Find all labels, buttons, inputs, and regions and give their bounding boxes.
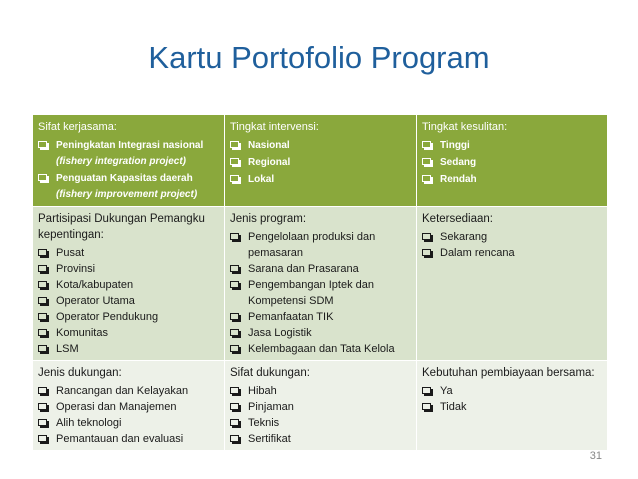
table-cell: [225, 115, 417, 207]
list-item: [38, 341, 220, 357]
list-item-label: Operator Pendukung: [56, 311, 159, 323]
list-item-label: Pemantauan dan evaluasi: [56, 433, 184, 445]
list-item: [38, 245, 220, 261]
list-item: [230, 154, 412, 171]
list-item: [230, 383, 412, 399]
table-cell: [33, 361, 225, 451]
checkbox-icon: [38, 403, 47, 410]
list-item-label: Sekarang: [440, 231, 488, 243]
list-item-label: Alih teknologi: [56, 417, 122, 429]
checkbox-icon: [38, 329, 47, 336]
cell-heading: Jenis dukungan:: [38, 367, 122, 379]
checkbox-list: [422, 229, 603, 261]
list-item: [38, 431, 220, 447]
checkbox-icon: [230, 265, 239, 272]
list-item-label: Operasi dan Manajemen: [56, 401, 177, 413]
list-item: [38, 399, 220, 415]
list-item-continuation: Kompetensi SDM: [248, 295, 334, 307]
checkbox-icon: [230, 158, 239, 165]
list-item: [230, 431, 412, 447]
list-item-label: Pengelolaan produksi dan: [248, 231, 376, 243]
checkbox-icon: [230, 403, 239, 410]
list-item-label: Pusat: [56, 247, 85, 259]
list-item: [230, 229, 412, 245]
list-item: [422, 383, 603, 399]
portfolio-table: [32, 114, 608, 451]
checkbox-list: [422, 383, 603, 415]
list-item-label: Provinsi: [56, 263, 96, 275]
list-item-label: Kota/kabupaten: [56, 279, 134, 291]
page-number: 31: [589, 450, 602, 462]
list-item: [38, 170, 220, 187]
checkbox-icon: [38, 387, 47, 394]
list-item: [38, 383, 220, 399]
checkbox-icon: [230, 281, 239, 288]
checkbox-icon: [230, 233, 239, 240]
list-item: [422, 229, 603, 245]
list-item: [230, 341, 412, 357]
list-item: [230, 399, 412, 415]
list-item: [38, 293, 220, 309]
table-row: [33, 361, 608, 451]
list-item: [422, 171, 603, 188]
table-cell: [417, 207, 608, 361]
checkbox-icon: [38, 435, 47, 442]
list-item: [38, 415, 220, 431]
table-cell: [417, 115, 608, 207]
list-item-label: Lokal: [248, 174, 275, 185]
list-item-label: Pinjaman: [248, 401, 294, 413]
list-item-label: Sarana dan Prasarana: [248, 263, 359, 275]
list-item: [230, 171, 412, 188]
list-item: [38, 137, 220, 154]
list-item: [38, 277, 220, 293]
checkbox-icon: [422, 175, 431, 182]
list-item: [38, 261, 220, 277]
list-item-label: Sedang: [440, 157, 477, 168]
checkbox-icon: [38, 419, 47, 426]
list-item-label: Nasional: [248, 140, 290, 151]
list-item-label: Tidak: [440, 401, 467, 413]
list-item-label: Jasa Logistik: [248, 327, 312, 339]
list-item-label: Ya: [440, 385, 453, 397]
list-item-label: Komunitas: [56, 327, 108, 339]
list-item: [230, 325, 412, 341]
list-item-label: Penguatan Kapasitas daerah: [56, 173, 193, 184]
list-item: [422, 154, 603, 171]
cell-heading: Partisipasi Dukungan Pemangku kepentingan:: [38, 213, 205, 241]
checkbox-icon: [38, 249, 47, 256]
checkbox-icon: [38, 174, 47, 181]
list-item: [422, 137, 603, 154]
list-item-label: Dalam rencana: [440, 247, 515, 259]
list-item-subtitle: (fishery integration project): [56, 156, 187, 167]
checkbox-icon: [38, 297, 47, 304]
checkbox-icon: [230, 313, 239, 320]
list-item-label: Rancangan dan Kelayakan: [56, 385, 189, 397]
checkbox-list: [230, 229, 412, 357]
table-row: [33, 207, 608, 361]
list-item-label: Regional: [248, 157, 291, 168]
checkbox-icon: [38, 265, 47, 272]
checkbox-icon: [422, 387, 431, 394]
checkbox-icon: [230, 175, 239, 182]
checkbox-icon: [38, 313, 47, 320]
table-cell: [417, 361, 608, 451]
table-cell: [225, 361, 417, 451]
list-item: [230, 277, 412, 293]
checkbox-icon: [230, 419, 239, 426]
list-item: [230, 415, 412, 431]
checkbox-icon: [230, 141, 239, 148]
checkbox-icon: [422, 403, 431, 410]
list-item: [230, 309, 412, 325]
checkbox-list: [38, 245, 220, 357]
checkbox-icon: [38, 141, 47, 148]
checkbox-list: [38, 383, 220, 447]
list-item-subtitle: (fishery improvement project): [56, 189, 198, 200]
list-item-label: Tinggi: [440, 140, 470, 151]
list-item-label: LSM: [56, 343, 79, 355]
checkbox-list: [230, 137, 412, 188]
table-cell: [225, 207, 417, 361]
checkbox-icon: [230, 329, 239, 336]
checkbox-icon: [230, 345, 239, 352]
cell-heading: Ketersediaan:: [422, 213, 493, 225]
list-item: [422, 399, 603, 415]
cell-heading: Sifat kerjasama:: [38, 121, 117, 133]
list-item-label: Teknis: [248, 417, 280, 429]
checkbox-icon: [422, 158, 431, 165]
cell-heading: Sifat dukungan:: [230, 367, 310, 379]
checkbox-icon: [422, 233, 431, 240]
checkbox-icon: [230, 387, 239, 394]
checkbox-icon: [422, 249, 431, 256]
checkbox-list: [230, 383, 412, 447]
checkbox-icon: [422, 141, 431, 148]
list-item-label: Rendah: [440, 174, 477, 185]
list-item: [230, 261, 412, 277]
list-item: [38, 309, 220, 325]
list-item: [230, 137, 412, 154]
cell-heading: Tingkat intervensi:: [230, 121, 319, 133]
checkbox-icon: [38, 345, 47, 352]
table-cell: [33, 115, 225, 207]
checkbox-list: [422, 137, 603, 188]
list-item-label: Peningkatan Integrasi nasional: [56, 140, 204, 151]
checkbox-icon: [38, 281, 47, 288]
cell-heading: Tingkat kesulitan:: [422, 121, 508, 133]
table-cell: [33, 207, 225, 361]
list-item-label: Operator Utama: [56, 295, 135, 307]
cell-heading: Kebutuhan pembiayaan bersama:: [422, 367, 595, 379]
slide-title: Kartu Portofolio Program: [148, 40, 490, 75]
list-item-label: Sertifikat: [248, 433, 291, 445]
list-item-continuation: pemasaran: [248, 247, 304, 259]
checkbox-list: [38, 137, 220, 203]
table-row: [33, 115, 608, 207]
list-item: [38, 325, 220, 341]
list-item-label: Pengembangan Iptek dan: [248, 279, 374, 291]
cell-heading: Jenis program:: [230, 213, 307, 225]
checkbox-icon: [230, 435, 239, 442]
list-item-label: Hibah: [248, 385, 277, 397]
list-item-label: Pemanfaatan TIK: [248, 311, 334, 323]
list-item-label: Kelembagaan dan Tata Kelola: [248, 343, 395, 355]
list-item: [422, 245, 603, 261]
